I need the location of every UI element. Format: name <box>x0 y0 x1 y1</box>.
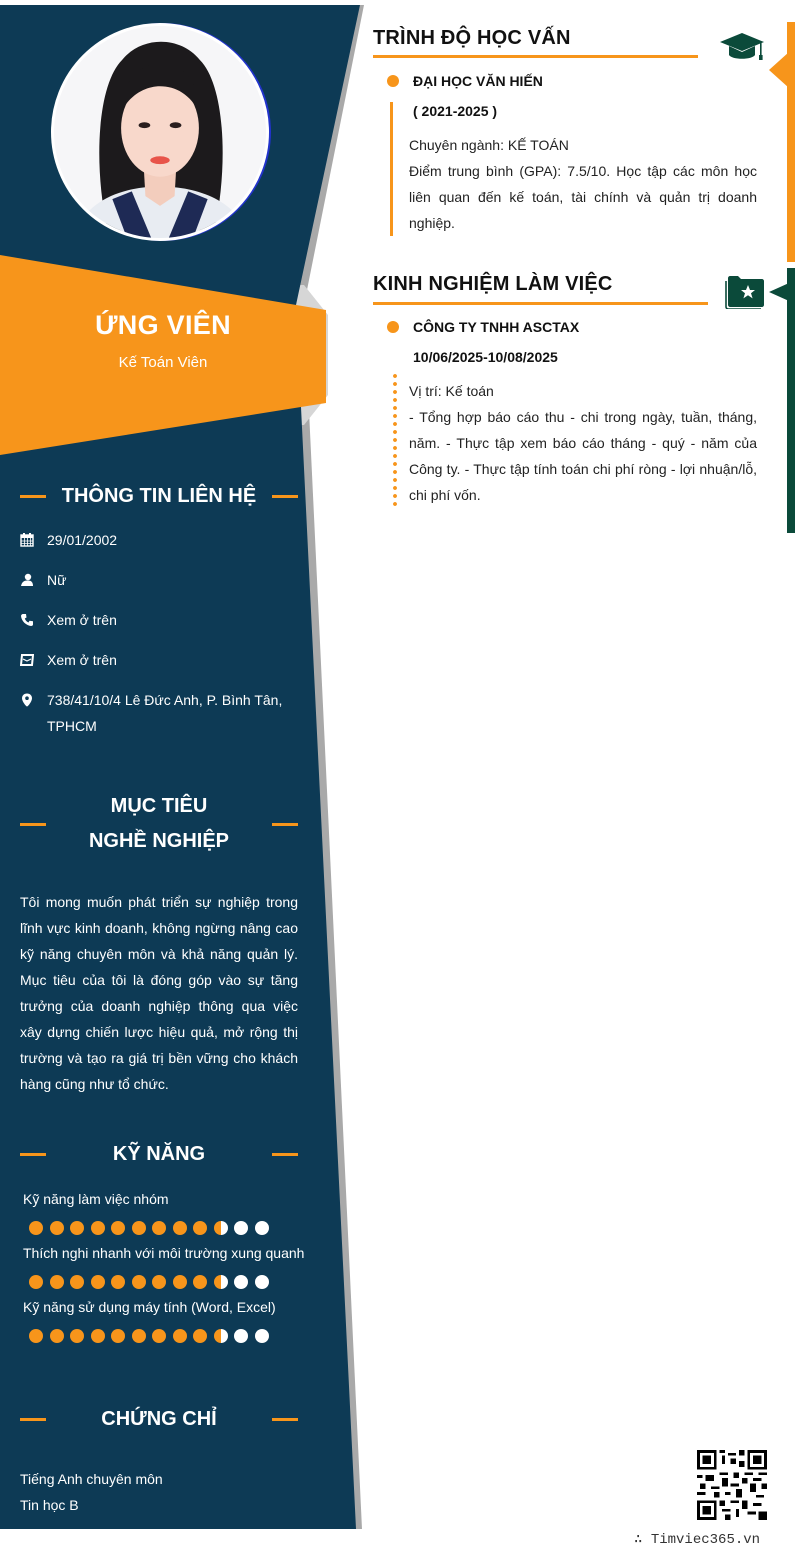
objective-heading: MỤC TIÊU NGHỀ NGHIỆP <box>20 789 298 859</box>
email-icon <box>20 647 47 673</box>
certificate-item: Tin học B <box>20 1497 79 1513</box>
experience-heading: KINH NGHIỆM LÀM VIỆC <box>373 273 613 295</box>
contact-phone: Xem ở trên <box>20 607 300 633</box>
heading-dash <box>20 1418 46 1421</box>
heading-dash <box>20 823 46 826</box>
objective-text: Tôi mong muốn phát triển sự nghiệp trong lĩnh vực kinh doanh, không ngừng nâng cao kỹ năng chuyên môn và khả năng quản lý. Mục tiêu của tôi là đóng góp vào sự tăng trưởng của doanh nghiệp thông qua việc xây dựng chiến lược hiệu quả, mở rộng thị trường và tạo ra giá trị bền vững cho khách hàng cũng như tổ chức. <box>20 894 298 1092</box>
experience-underline <box>373 302 708 305</box>
avatar <box>51 23 269 241</box>
phone-icon <box>20 607 47 633</box>
heading-dash <box>20 1153 46 1156</box>
contact-birthdate: 29/01/2002 <box>20 527 300 553</box>
graduation-cap-icon <box>720 33 764 63</box>
education-details: Điểm trung bình (GPA): 7.5/10. Học tập các môn học liên quan đến kế toán, tài chính và quản trị doanh nghiệp. <box>409 163 757 231</box>
skill-rating <box>29 1275 269 1289</box>
timeline-line <box>390 102 393 236</box>
map-marker-icon <box>20 687 47 739</box>
heading-dash <box>272 1418 298 1421</box>
qr-code <box>697 1450 767 1520</box>
user-icon <box>20 567 47 593</box>
candidate-title: Kế Toán Viên <box>118 354 208 371</box>
experience-details: - Tổng hợp báo cáo thu - chi trong ngày, tuần, tháng, năm. - Thực tập xem báo cáo tháng - quý - năm của Công ty. - Thực tập tính toán chi phí ròng - lợi nhuận/lỗ, chi phí vốn. <box>409 409 757 503</box>
contact-email: Xem ở trên <box>20 647 300 673</box>
calendar-icon <box>20 527 47 553</box>
heading-dash <box>272 1153 298 1156</box>
education-school: ĐẠI HỌC VĂN HIẾN <box>413 73 543 89</box>
timeline-bullet <box>387 321 399 333</box>
experience-position: Vị trí: Kế toán <box>409 383 494 399</box>
experience-accent-bar <box>787 268 795 533</box>
avatar-photo <box>54 26 266 238</box>
experience-company: CÔNG TY TNHH ASCTAX <box>413 319 580 335</box>
heading-dash <box>272 823 298 826</box>
timeline-dotted-line <box>393 372 397 510</box>
skill-label: Thích nghi nhanh với môi trường xung quanh <box>23 1245 305 1261</box>
skill-label: Kỹ năng sử dụng máy tính (Word, Excel) <box>23 1299 276 1315</box>
skills-heading: KỸ NĂNG <box>20 1137 298 1172</box>
watermark: ∴ Timviec365.vn <box>634 1532 761 1548</box>
skill-label: Kỹ năng làm việc nhóm <box>23 1191 169 1207</box>
certificates-heading: CHỨNG CHỈ <box>20 1402 298 1437</box>
education-period: ( 2021-2025 ) <box>413 103 498 119</box>
skill-rating <box>29 1221 269 1235</box>
heading-dash <box>20 495 46 498</box>
timeline-bullet <box>387 75 399 87</box>
candidate-name: ỨNG VIÊN <box>95 310 231 340</box>
education-underline <box>373 55 698 58</box>
experience-period: 10/06/2025-10/08/2025 <box>413 349 558 365</box>
experience-accent-arrow <box>769 283 789 301</box>
contact-heading: THÔNG TIN LIÊN HỆ <box>20 479 298 514</box>
certificate-item: Tiếng Anh chuyên môn <box>20 1471 163 1487</box>
heading-dash <box>272 495 298 498</box>
education-accent-arrow <box>769 52 789 88</box>
contact-address: 738/41/10/4 Lê Đức Anh, P. Bình Tân, TPHCM <box>20 687 300 739</box>
folder-star-icon <box>725 276 765 309</box>
education-major: Chuyên ngành: KẾ TOÁN <box>409 137 569 153</box>
education-heading: TRÌNH ĐỘ HỌC VẤN <box>373 27 571 49</box>
skill-rating <box>29 1329 269 1343</box>
contact-gender: Nữ <box>20 567 300 593</box>
